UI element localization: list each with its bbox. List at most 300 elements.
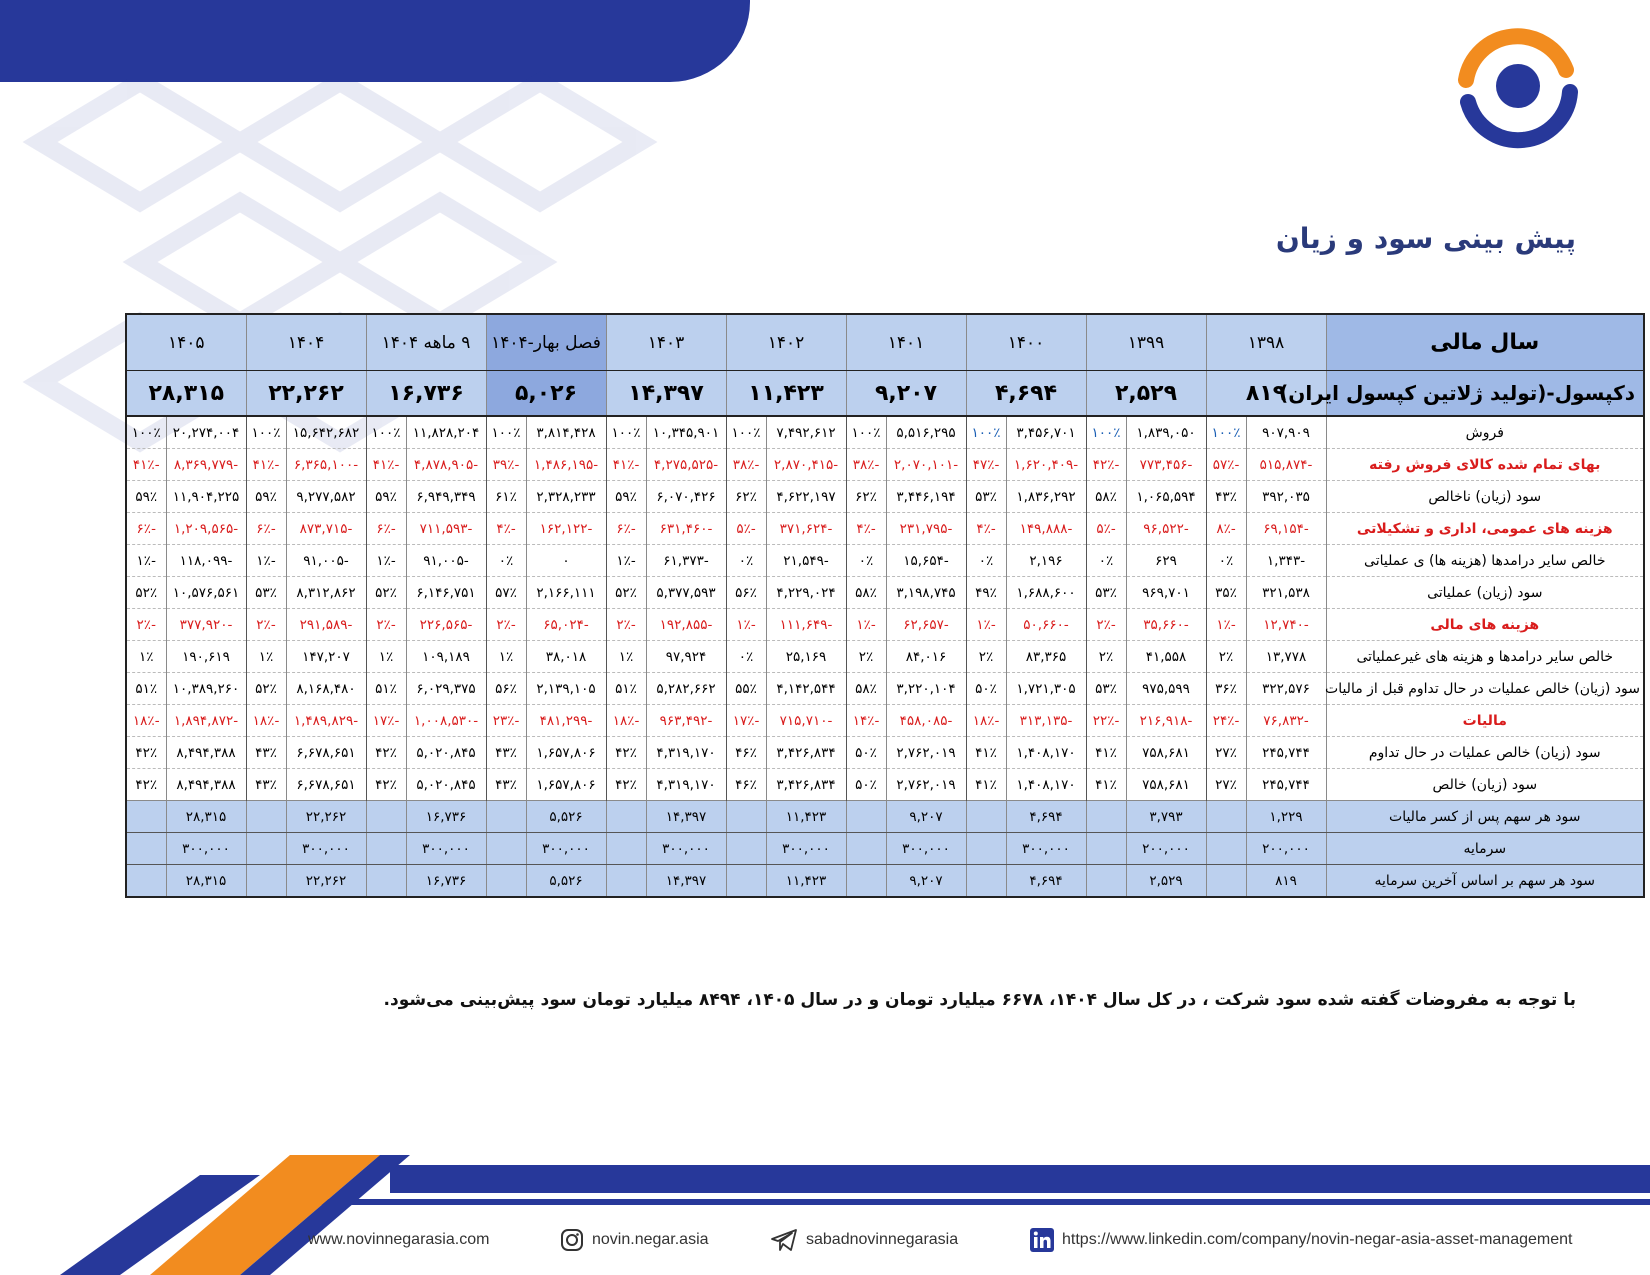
row-label: مالیات	[1326, 705, 1644, 737]
share-row-empty	[966, 801, 1006, 833]
row-percent: ۵۲٪	[606, 577, 646, 609]
row-value: ۲,۱۹۶	[1006, 545, 1086, 577]
row-value: -۶۱,۳۷۳	[646, 545, 726, 577]
row-percent: -۸٪	[1206, 513, 1246, 545]
row-percent: ۵۹٪	[606, 481, 646, 513]
row-label: سود (زیان) خالص عملیات در حال تداوم قبل از مالیات	[1326, 673, 1644, 705]
row-percent: ۳۵٪	[1206, 577, 1246, 609]
eps-headline-value: ۲,۵۲۹	[1086, 371, 1206, 417]
row-percent: -۱٪	[606, 545, 646, 577]
instagram-link[interactable]	[560, 1220, 709, 1260]
row-value: -۸۷۳,۷۱۵	[286, 513, 366, 545]
year-header: ۱۴۰۵	[126, 314, 246, 371]
row-value: -۴۵۸,۰۸۵	[886, 705, 966, 737]
row-percent: -۱٪	[126, 545, 166, 577]
row-percent: ۴۱٪	[966, 769, 1006, 801]
row-value: ۱,۸۳۶,۲۹۲	[1006, 481, 1086, 513]
linkedin-link[interactable]	[1030, 1220, 1572, 1260]
row-percent: -۳۹٪	[486, 449, 526, 481]
row-value: ۴۱,۵۵۸	[1126, 641, 1206, 673]
row-percent: -۱٪	[366, 545, 406, 577]
share-row-empty	[486, 801, 526, 833]
eps-headline-value: ۴,۶۹۴	[966, 371, 1086, 417]
year-header: ۹ ماهه ۱۴۰۴	[366, 314, 486, 371]
row-percent: -۴۱٪	[246, 449, 286, 481]
row-percent: ۰٪	[846, 545, 886, 577]
row-percent: ۶۲٪	[726, 481, 766, 513]
row-percent: ۵۳٪	[1086, 673, 1126, 705]
row-value: ۶,۰۲۹,۳۷۵	[406, 673, 486, 705]
row-percent: ۱٪	[606, 641, 646, 673]
row-value: ۱,۸۳۹,۰۵۰	[1126, 416, 1206, 449]
row-value: ۸۳,۳۶۵	[1006, 641, 1086, 673]
share-row-value: ۱۱,۴۲۳	[766, 865, 846, 898]
row-percent: ۵۷٪	[486, 577, 526, 609]
row-percent: -۴٪	[486, 513, 526, 545]
share-row-value: ۳۰۰,۰۰۰	[406, 833, 486, 865]
row-percent: ۲۷٪	[1206, 769, 1246, 801]
instagram-text: novin.negar.asia	[592, 1231, 709, 1248]
row-value: ۶,۰۷۰,۴۲۶	[646, 481, 726, 513]
linkedin-text: https://www.linkedin.com/company/novin-negar-asia-asset-management	[1062, 1231, 1573, 1248]
row-percent: ۴۲٪	[126, 769, 166, 801]
table-row	[126, 545, 1644, 577]
row-value: ۳,۴۴۶,۱۹۴	[886, 481, 966, 513]
company-name: دکپسول-(تولید ژلاتین کپسول ایران)	[1326, 371, 1644, 417]
row-value: -۱,۴۸۹,۸۲۹	[286, 705, 366, 737]
share-row-label: سود هر سهم بر اساس آخرین سرمایه	[1326, 865, 1644, 898]
row-value: ۲۵,۱۶۹	[766, 641, 846, 673]
row-percent: ۱٪	[366, 641, 406, 673]
share-row-empty	[486, 865, 526, 898]
row-percent: ۵۸٪	[846, 577, 886, 609]
row-percent: ۴۲٪	[606, 769, 646, 801]
row-value: ۳۸,۰۱۸	[526, 641, 606, 673]
row-percent: ۴۳٪	[246, 737, 286, 769]
row-percent: ۵۰٪	[966, 673, 1006, 705]
row-value: -۶۵,۰۲۴	[526, 609, 606, 641]
row-value: -۱۲,۷۴۰	[1246, 609, 1326, 641]
eps-headline-value: ۹,۲۰۷	[846, 371, 966, 417]
row-percent: -۵۷٪	[1206, 449, 1246, 481]
row-value: ۲۰,۲۷۴,۰۰۴	[166, 416, 246, 449]
row-percent: ۱۰۰٪	[606, 416, 646, 449]
row-value: ۱,۰۶۵,۵۹۴	[1126, 481, 1206, 513]
company-logo-icon	[1448, 22, 1586, 150]
row-percent: ۱۰۰٪	[486, 416, 526, 449]
share-row-empty	[366, 865, 406, 898]
share-row-value: ۴,۶۹۴	[1006, 865, 1086, 898]
row-percent: ۰٪	[966, 545, 1006, 577]
row-value: -۷۶,۸۳۲	[1246, 705, 1326, 737]
row-percent: -۴٪	[846, 513, 886, 545]
telegram-icon	[770, 1228, 798, 1252]
row-value: ۲,۱۳۹,۱۰۵	[526, 673, 606, 705]
row-value: -۱۴۹,۸۸۸	[1006, 513, 1086, 545]
row-percent: -۵٪	[726, 513, 766, 545]
row-percent: -۲٪	[486, 609, 526, 641]
row-percent: ۴۲٪	[366, 769, 406, 801]
share-row-empty	[606, 865, 646, 898]
share-row-empty	[966, 865, 1006, 898]
row-percent: -۱٪	[966, 609, 1006, 641]
row-value: ۳۲۲,۵۷۶	[1246, 673, 1326, 705]
row-value: ۳,۴۲۶,۸۳۴	[766, 737, 846, 769]
eps-headline-value: ۱۴,۳۹۷	[606, 371, 726, 417]
row-value: ۸,۴۹۴,۳۸۸	[166, 769, 246, 801]
instagram-icon	[560, 1228, 584, 1252]
row-percent: ۵۵٪	[726, 673, 766, 705]
share-row-empty	[846, 801, 886, 833]
row-value: ۱۳,۷۷۸	[1246, 641, 1326, 673]
row-value: -۸,۳۶۹,۷۷۹	[166, 449, 246, 481]
row-value: ۸,۴۹۴,۳۸۸	[166, 737, 246, 769]
row-value: ۶,۶۷۸,۶۵۱	[286, 737, 366, 769]
row-value: ۶,۱۴۶,۷۵۱	[406, 577, 486, 609]
row-percent: ۰٪	[486, 545, 526, 577]
row-value: ۵,۵۱۶,۲۹۵	[886, 416, 966, 449]
table-row	[126, 577, 1644, 609]
row-value: ۱۱,۹۰۴,۲۲۵	[166, 481, 246, 513]
row-percent: ۱۰۰٪	[246, 416, 286, 449]
profit-loss-table	[125, 313, 1645, 898]
row-value: -۳۷۷,۹۲۰	[166, 609, 246, 641]
row-label: سود (زیان) ناخالص	[1326, 481, 1644, 513]
row-percent: -۶٪	[366, 513, 406, 545]
row-value: ۴,۱۴۲,۵۴۴	[766, 673, 846, 705]
row-value: -۵۰,۶۶۰	[1006, 609, 1086, 641]
row-percent: ۵۱٪	[366, 673, 406, 705]
year-header: ۱۳۹۸	[1206, 314, 1326, 371]
share-row-value: ۴,۶۹۴	[1006, 801, 1086, 833]
row-percent: -۱۷٪	[366, 705, 406, 737]
row-value: ۴,۳۱۹,۱۷۰	[646, 769, 726, 801]
share-row-empty	[726, 865, 766, 898]
website-text: www.novinnegarasia.com	[308, 1231, 490, 1248]
row-value: -۴,۲۷۵,۵۲۵	[646, 449, 726, 481]
share-row-empty	[366, 833, 406, 865]
row-percent: ۴۳٪	[1206, 481, 1246, 513]
row-value: -۱۱۸,۰۹۹	[166, 545, 246, 577]
row-percent: ۵۲٪	[246, 673, 286, 705]
row-value: ۶,۹۴۹,۳۴۹	[406, 481, 486, 513]
row-value: ۸,۳۱۲,۸۶۲	[286, 577, 366, 609]
telegram-text: sabadnovinnegarasia	[806, 1231, 959, 1248]
row-value: ۸,۱۶۸,۴۸۰	[286, 673, 366, 705]
row-percent: ۵۳٪	[1086, 577, 1126, 609]
row-label: خالص سایر درامدها (هزینه ها) ی عملیاتی	[1326, 545, 1644, 577]
fiscal-year-label: سال مالی	[1326, 314, 1644, 371]
row-label: خالص سایر درامدها و هزینه های غیرعملیاتی	[1326, 641, 1644, 673]
row-value: -۳۷۱,۶۲۴	[766, 513, 846, 545]
row-value: -۶۹,۱۵۴	[1246, 513, 1326, 545]
share-row-empty	[126, 833, 166, 865]
row-percent: -۶٪	[246, 513, 286, 545]
row-value: ۳,۸۱۴,۴۲۸	[526, 416, 606, 449]
share-row-empty	[1206, 801, 1246, 833]
row-value: -۴,۸۷۸,۹۰۵	[406, 449, 486, 481]
row-percent: -۱۸٪	[606, 705, 646, 737]
row-percent: ۵۰٪	[846, 737, 886, 769]
row-value: ۲,۷۶۲,۰۱۹	[886, 769, 966, 801]
share-row-value: ۹,۲۰۷	[886, 801, 966, 833]
row-percent: ۴۳٪	[486, 737, 526, 769]
share-row-empty	[966, 833, 1006, 865]
row-value: -۲,۸۷۰,۴۱۵	[766, 449, 846, 481]
row-value: ۹۷,۹۲۴	[646, 641, 726, 673]
row-value: -۳۵,۶۶۰	[1126, 609, 1206, 641]
row-value: -۲۳۱,۷۹۵	[886, 513, 966, 545]
row-value: -۶۲,۶۵۷	[886, 609, 966, 641]
table-row	[126, 705, 1644, 737]
share-row	[126, 833, 1644, 865]
row-percent: ۱۰۰٪	[966, 416, 1006, 449]
share-row-value: ۳۰۰,۰۰۰	[166, 833, 246, 865]
row-percent: ۵۳٪	[966, 481, 1006, 513]
row-percent: ۵۱٪	[606, 673, 646, 705]
row-value: -۲۹۱,۵۸۹	[286, 609, 366, 641]
row-percent: -۱۸٪	[246, 705, 286, 737]
year-header: ۱۴۰۱	[846, 314, 966, 371]
table-row	[126, 673, 1644, 705]
row-value: -۲۲۶,۵۶۵	[406, 609, 486, 641]
row-percent: ۴۱٪	[966, 737, 1006, 769]
row-percent: ۴۱٪	[1086, 769, 1126, 801]
row-percent: -۴۷٪	[966, 449, 1006, 481]
year-header: ۱۴۰۴	[246, 314, 366, 371]
row-value: -۱,۸۹۴,۸۷۲	[166, 705, 246, 737]
table-row	[126, 609, 1644, 641]
row-value: ۰	[526, 545, 606, 577]
row-percent: ۶۱٪	[486, 481, 526, 513]
table-row	[126, 513, 1644, 545]
row-value: ۵,۲۸۲,۶۶۲	[646, 673, 726, 705]
row-percent: ۱۰۰٪	[846, 416, 886, 449]
share-row-value: ۱۱,۴۲۳	[766, 801, 846, 833]
row-value: ۷۵۸,۶۸۱	[1126, 769, 1206, 801]
row-percent: -۲٪	[1086, 609, 1126, 641]
share-row-value: ۲۰۰,۰۰۰	[1126, 833, 1206, 865]
row-value: ۱۴۷,۲۰۷	[286, 641, 366, 673]
row-value: -۱,۲۰۹,۵۶۵	[166, 513, 246, 545]
row-value: ۳,۲۲۰,۱۰۴	[886, 673, 966, 705]
row-label: بهای تمام شده کالای فروش رفته	[1326, 449, 1644, 481]
header-banner	[0, 0, 750, 82]
row-value: -۹۱,۰۰۵	[286, 545, 366, 577]
row-percent: -۱۸٪	[126, 705, 166, 737]
row-percent: -۳۸٪	[846, 449, 886, 481]
row-percent: -۴۱٪	[366, 449, 406, 481]
row-value: ۶۲۹	[1126, 545, 1206, 577]
share-row-value: ۲۲,۲۶۲	[286, 865, 366, 898]
share-row-empty	[1086, 801, 1126, 833]
share-row-empty	[126, 801, 166, 833]
row-percent: ۴۲٪	[126, 737, 166, 769]
row-value: ۱,۴۰۸,۱۷۰	[1006, 769, 1086, 801]
row-percent: ۴۶٪	[726, 737, 766, 769]
row-value: ۹۷۵,۵۹۹	[1126, 673, 1206, 705]
table-row	[126, 737, 1644, 769]
share-row-value: ۵,۵۲۶	[526, 865, 606, 898]
row-percent: ۵۱٪	[126, 673, 166, 705]
row-percent: ۴۳٪	[486, 769, 526, 801]
row-percent: ۶۲٪	[846, 481, 886, 513]
share-row-empty	[1206, 865, 1246, 898]
share-row-empty	[606, 801, 646, 833]
row-percent: -۲۳٪	[486, 705, 526, 737]
row-value: ۱۰,۳۸۹,۲۶۰	[166, 673, 246, 705]
row-value: ۱,۶۵۷,۸۰۶	[526, 737, 606, 769]
row-value: -۱,۳۴۳	[1246, 545, 1326, 577]
row-percent: -۲۲٪	[1086, 705, 1126, 737]
row-value: -۶,۳۶۵,۱۰۰	[286, 449, 366, 481]
share-row-value: ۱,۲۲۹	[1246, 801, 1326, 833]
share-row-value: ۱۴,۳۹۷	[646, 801, 726, 833]
row-value: -۴۸۱,۲۹۹	[526, 705, 606, 737]
row-percent: ۱۰۰٪	[366, 416, 406, 449]
row-percent: ۰٪	[1206, 545, 1246, 577]
share-row-empty	[1086, 865, 1126, 898]
footer-contacts	[300, 1220, 1600, 1260]
linkedin-icon	[1030, 1228, 1054, 1252]
share-row-value: ۲۸,۳۱۵	[166, 801, 246, 833]
row-percent: ۵۶٪	[486, 673, 526, 705]
row-percent: ۵۶٪	[726, 577, 766, 609]
row-value: ۵,۰۲۰,۸۴۵	[406, 769, 486, 801]
row-percent: ۱۰۰٪	[1086, 416, 1126, 449]
share-row-empty	[246, 833, 286, 865]
row-value: ۱۰,۵۷۶,۵۶۱	[166, 577, 246, 609]
row-value: ۲۴۵,۷۴۴	[1246, 737, 1326, 769]
row-percent: ۲٪	[1086, 641, 1126, 673]
share-row-value: ۲۸,۳۱۵	[166, 865, 246, 898]
share-row-value: ۳۰۰,۰۰۰	[646, 833, 726, 865]
row-value: -۲۱۶,۹۱۸	[1126, 705, 1206, 737]
row-value: -۱,۰۰۸,۵۳۰	[406, 705, 486, 737]
row-value: ۸۴,۰۱۶	[886, 641, 966, 673]
row-value: -۱۵,۶۵۴	[886, 545, 966, 577]
row-value: ۱,۷۲۱,۳۰۵	[1006, 673, 1086, 705]
row-value: ۱,۶۸۸,۶۰۰	[1006, 577, 1086, 609]
share-row-empty	[726, 801, 766, 833]
row-value: ۴,۶۲۲,۱۹۷	[766, 481, 846, 513]
row-percent: -۵٪	[1086, 513, 1126, 545]
row-percent: -۱٪	[1206, 609, 1246, 641]
row-value: -۵۱۵,۸۷۴	[1246, 449, 1326, 481]
eps-headline-value: ۲۸,۳۱۵	[126, 371, 246, 417]
row-percent: ۵۰٪	[846, 769, 886, 801]
share-row-value: ۳۰۰,۰۰۰	[886, 833, 966, 865]
row-value: ۳۹۲,۰۳۵	[1246, 481, 1326, 513]
row-label: سود (زیان) خالص عملیات در حال تداوم	[1326, 737, 1644, 769]
row-percent: -۳۸٪	[726, 449, 766, 481]
share-row-value: ۱۶,۷۳۶	[406, 801, 486, 833]
row-value: ۱,۴۰۸,۱۷۰	[1006, 737, 1086, 769]
share-row-value: ۵,۵۲۶	[526, 801, 606, 833]
row-percent: ۴۳٪	[246, 769, 286, 801]
row-percent: ۵۳٪	[246, 577, 286, 609]
page-title: پیش بینی سود و زیان	[1275, 222, 1576, 255]
share-row-empty	[126, 865, 166, 898]
telegram-link[interactable]	[770, 1220, 958, 1260]
row-percent: ۲۷٪	[1206, 737, 1246, 769]
row-label: فروش	[1326, 416, 1644, 449]
share-row	[126, 801, 1644, 833]
row-value: -۹۶,۵۲۲	[1126, 513, 1206, 545]
row-value: ۲,۳۲۸,۲۳۳	[526, 481, 606, 513]
year-header: ۱۴۰۲	[726, 314, 846, 371]
row-percent: ۴۲٪	[366, 737, 406, 769]
share-row-value: ۲۰۰,۰۰۰	[1246, 833, 1326, 865]
row-percent: ۴۶٪	[726, 769, 766, 801]
row-value: ۲,۱۶۶,۱۱۱	[526, 577, 606, 609]
share-row-value: ۳۰۰,۰۰۰	[766, 833, 846, 865]
row-percent: ۳۶٪	[1206, 673, 1246, 705]
row-value: ۳,۱۹۸,۷۴۵	[886, 577, 966, 609]
row-value: ۹۶۹,۷۰۱	[1126, 577, 1206, 609]
share-row-empty	[246, 801, 286, 833]
share-row-value: ۲,۵۲۹	[1126, 865, 1206, 898]
row-value: ۱۱,۸۲۸,۲۰۴	[406, 416, 486, 449]
share-row-empty	[1206, 833, 1246, 865]
row-label: هزینه های مالی	[1326, 609, 1644, 641]
table-row	[126, 449, 1644, 481]
row-value: -۹۱,۰۰۵	[406, 545, 486, 577]
row-value: -۱۹۲,۸۵۵	[646, 609, 726, 641]
eps-headline-value: ۸۱۹	[1206, 371, 1326, 417]
row-percent: ۲٪	[966, 641, 1006, 673]
row-label: هزینه های عمومی، اداری و تشکیلاتی	[1326, 513, 1644, 545]
row-value: -۹۶۳,۴۹۲	[646, 705, 726, 737]
share-row-empty	[606, 833, 646, 865]
share-row-value: ۳,۷۹۳	[1126, 801, 1206, 833]
row-value: ۹,۲۷۷,۵۸۲	[286, 481, 366, 513]
row-percent: ۲٪	[846, 641, 886, 673]
row-percent: ۲٪	[1206, 641, 1246, 673]
row-value: -۷۱۵,۷۱۰	[766, 705, 846, 737]
share-row-empty	[246, 865, 286, 898]
row-percent: ۵۹٪	[366, 481, 406, 513]
row-percent: -۱٪	[846, 609, 886, 641]
year-header-row	[126, 314, 1644, 371]
eps-headline-value: ۵,۰۲۶	[486, 371, 606, 417]
row-percent: ۱۰۰٪	[726, 416, 766, 449]
row-value: ۶,۶۷۸,۶۵۱	[286, 769, 366, 801]
row-value: ۵,۳۷۷,۵۹۳	[646, 577, 726, 609]
row-percent: -۴۱٪	[126, 449, 166, 481]
row-percent: ۱۰۰٪	[1206, 416, 1246, 449]
share-row-empty	[846, 833, 886, 865]
row-percent: ۱۰۰٪	[126, 416, 166, 449]
website-link[interactable]	[308, 1220, 489, 1260]
row-percent: -۱۸٪	[966, 705, 1006, 737]
row-value: -۷۱۱,۵۹۳	[406, 513, 486, 545]
table-row	[126, 769, 1644, 801]
year-header: ۱۴۰۰	[966, 314, 1086, 371]
share-row-label: سود هر سهم پس از کسر مالیات	[1326, 801, 1644, 833]
row-percent: ۱٪	[126, 641, 166, 673]
eps-headline-value: ۱۶,۷۳۶	[366, 371, 486, 417]
row-percent: -۶٪	[126, 513, 166, 545]
share-row-label: سرمایه	[1326, 833, 1644, 865]
row-value: -۶۳۱,۴۶۰	[646, 513, 726, 545]
year-header: ۱۳۹۹	[1086, 314, 1206, 371]
row-percent: ۵۹٪	[126, 481, 166, 513]
row-percent: ۰٪	[1086, 545, 1126, 577]
row-percent: ۴۹٪	[966, 577, 1006, 609]
share-row-value: ۳۰۰,۰۰۰	[1006, 833, 1086, 865]
row-percent: ۴۲٪	[606, 737, 646, 769]
